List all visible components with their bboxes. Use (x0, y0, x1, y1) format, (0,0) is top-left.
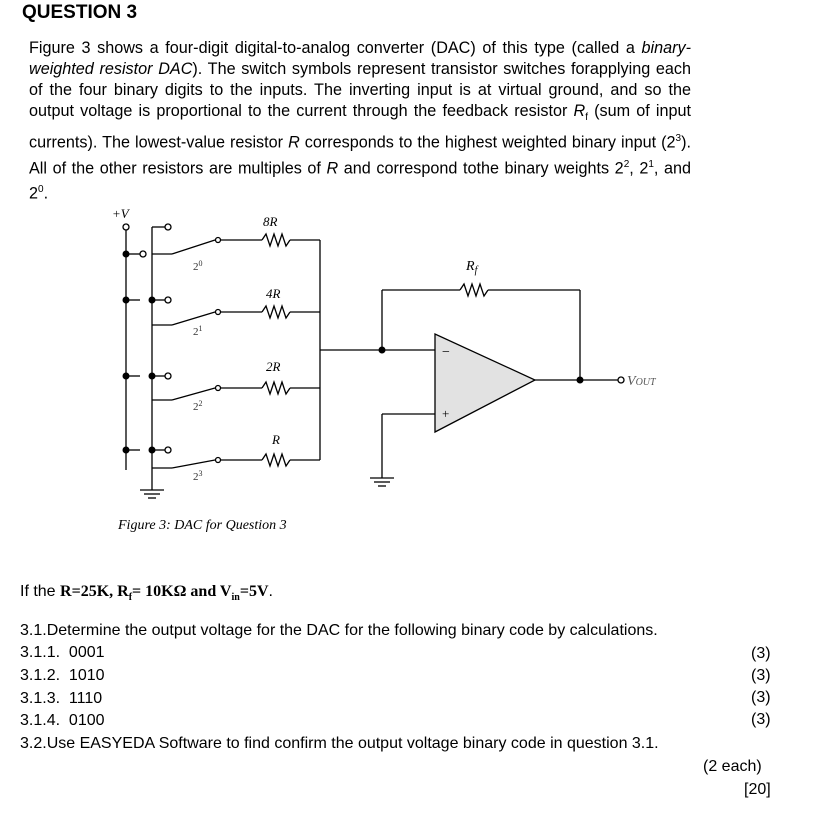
vout-label: VOUT (627, 374, 656, 389)
resistor-4r-label: 4R (266, 286, 281, 301)
item-3-1-4: 3.1.4. 0100 (20, 712, 105, 729)
mark-3-1-3: (3) (751, 689, 771, 706)
total-marks: [20] (744, 781, 771, 798)
switch-row-2-0 (126, 234, 320, 254)
mark-3-1-1: (3) (751, 645, 771, 662)
mark-2-each: (2 each) (703, 758, 762, 775)
item-3-1-2: 3.1.2. 1010 (20, 667, 105, 684)
item-3-1-1: 3.1.1. 0001 (20, 644, 105, 661)
weight-2-3: $2^3$ (193, 469, 203, 483)
weight-2-1: $2^1$ (193, 324, 203, 338)
figure-caption: Figure 3: DAC for Question 3 (118, 518, 287, 533)
mark-3-1-2: (3) (751, 667, 771, 684)
question-3-2: 3.2.Use EASYEDA Software to find confirm the output voltage binary code in question 3.1. (20, 735, 659, 752)
question-3-1: 3.1.Determine the output voltage for the DAC for the following binary code by calculations. (20, 622, 658, 639)
switch-row-2-2 (126, 376, 320, 400)
inverting-input-sign: − (442, 345, 450, 360)
question-heading: QUESTION 3 (22, 2, 138, 23)
weight-2-0: $2^0$ (193, 259, 203, 273)
resistor-8r-label: 8R (263, 214, 278, 229)
resistor-r-label: R (272, 432, 280, 447)
resistor-rf-label: $R_f$ (466, 259, 478, 276)
weight-2-2: $2^2$ (193, 399, 203, 413)
switch-row-2-1 (126, 300, 320, 325)
question-intro: Figure 3 shows a four-digit digital-to-analog converter (DAC) of this type (called a binary-weighted resistor DAC). The switch symbols represent transistor switches forapplying each of the four binary digits to the inputs. The inverting input is at virtual ground, and so the output voltage is proportional to the current through the feedback resistor $R_f$ (sum of input currents). The lowest-value resistor R corresponds to the highest weighted binary input $(2^3)$. All of the other resistors are multiples of R and correspond tothe binary weights $2^2$, $2^1$, and $2^0$. (29, 39, 691, 203)
resistor-2r-label: 2R (266, 359, 281, 374)
given-values: If the R=25K, $R_f= 10K\Omega$ and $V_{in}=5V$. (20, 583, 273, 604)
noninverting-input-sign: + (442, 406, 450, 421)
switch-row-2-3 (126, 450, 320, 468)
plus-v-label: +V (112, 206, 129, 221)
mark-3-1-4: (3) (751, 711, 771, 728)
item-3-1-3: 3.1.3. 1110 (20, 690, 103, 707)
